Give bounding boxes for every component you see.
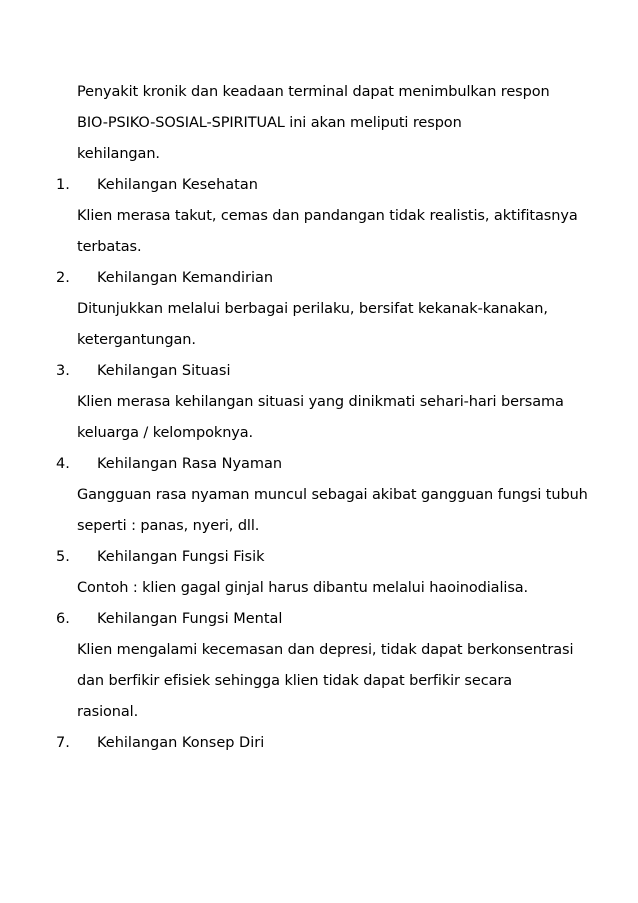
intro-line-2: BIO-PSIKO-SOSIAL-SPIRITUAL ini akan meliputi respon — [77, 115, 462, 131]
list-item-body-line: dan berfikir efisiek sehingga klien tidak dapat berfikir secara — [77, 673, 513, 689]
list-item-body-line: Klien mengalami kecemasan dan depresi, tidak dapat berkonsentrasi — [77, 642, 574, 658]
list-item-number: 5. — [56, 549, 70, 565]
intro-line-3: kehilangan. — [77, 146, 160, 162]
intro-line-1: Penyakit kronik dan keadaan terminal dapat menimbulkan respon — [77, 84, 550, 100]
list-item-body-line: Klien merasa takut, cemas dan pandangan tidak realistis, aktifitasnya — [77, 208, 578, 224]
list-item-heading: Kehilangan Kesehatan — [97, 177, 258, 193]
list-item-body-line: Gangguan rasa nyaman muncul sebagai akibat gangguan fungsi tubuh — [77, 487, 588, 503]
list-item-heading: Kehilangan Fungsi Mental — [97, 611, 283, 627]
list-item-number: 6. — [56, 611, 70, 627]
list-item-number: 7. — [56, 735, 70, 751]
list-item-body-line: seperti : panas, nyeri, dll. — [77, 518, 260, 534]
list-item-body-line: Contoh : klien gagal ginjal harus dibantu melalui haoinodialisa. — [77, 580, 529, 596]
list-item-body-line: ketergantungan. — [77, 332, 196, 348]
list-item-heading: Kehilangan Kemandirian — [97, 270, 274, 286]
list-item-number: 4. — [56, 456, 70, 472]
list-item-body-line: Ditunjukkan melalui berbagai perilaku, bersifat kekanak-kanakan, — [77, 301, 548, 317]
list-item-number: 3. — [56, 363, 70, 379]
list-item-body-line: keluarga / kelompoknya. — [77, 425, 254, 441]
list-item-body-line: terbatas. — [77, 239, 142, 255]
list-item-number: 2. — [56, 270, 70, 286]
list-item-body-line: rasional. — [77, 704, 139, 720]
list-item-number: 1. — [56, 177, 70, 193]
list-item-heading: Kehilangan Situasi — [97, 363, 231, 379]
list-item-heading: Kehilangan Fungsi Fisik — [97, 549, 265, 565]
list-item-body-line: Klien merasa kehilangan situasi yang dinikmati sehari-hari bersama — [77, 394, 564, 410]
list-item-heading: Kehilangan Konsep Diri — [97, 735, 265, 751]
list-item-heading: Kehilangan Rasa Nyaman — [97, 456, 283, 472]
